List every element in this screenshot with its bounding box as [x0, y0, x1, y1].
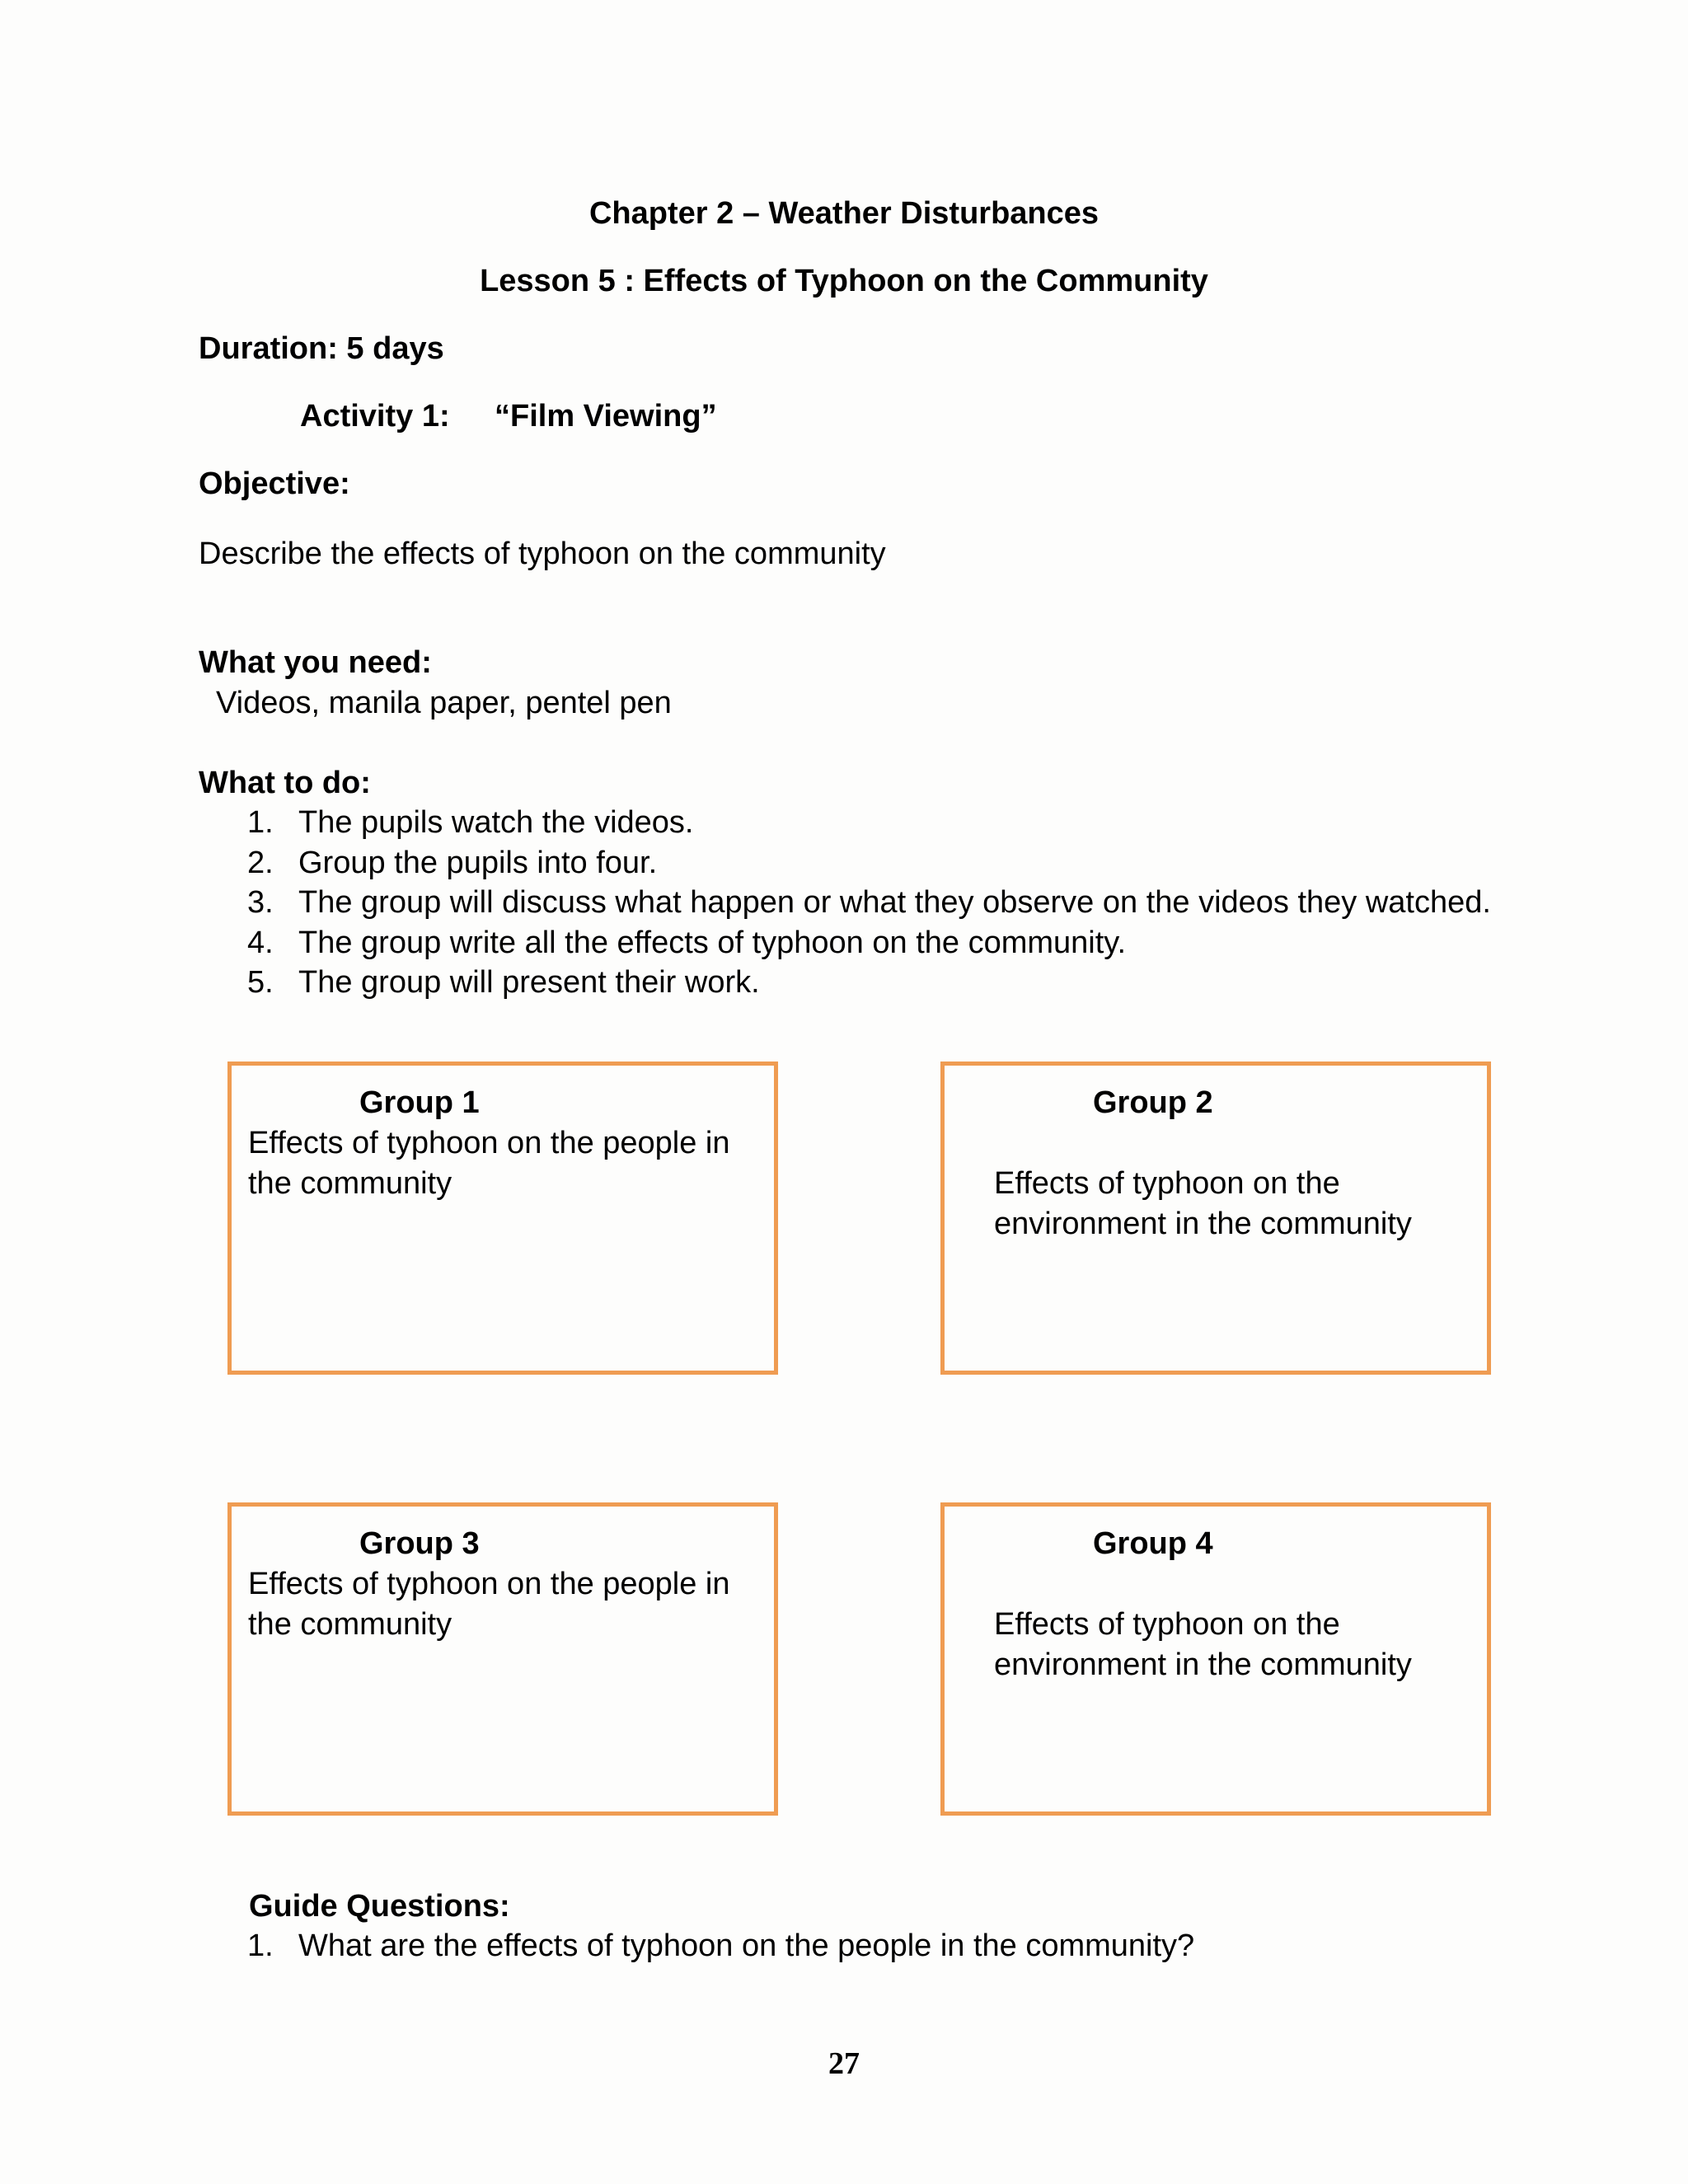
list-item-text: What are the effects of typhoon on the people in the community? — [298, 1929, 1195, 1963]
group-4-description: Effects of typhoon on the environment in the community — [994, 1607, 1412, 1682]
group-3-title: Group 3 — [359, 1526, 480, 1561]
group-1-description: Effects of typhoon on the people in the community — [248, 1126, 730, 1201]
list-item — [247, 883, 1491, 923]
group-4-box — [940, 1502, 1491, 1816]
list-item-number: 3. — [247, 885, 274, 920]
group-3-box — [227, 1502, 778, 1816]
group-4-title: Group 4 — [1093, 1526, 1213, 1561]
duration-label: Duration: 5 days — [199, 331, 444, 366]
list-item — [247, 843, 1491, 883]
guide-questions-heading: Guide Questions: — [249, 1889, 510, 1924]
list-item-number: 1. — [247, 1929, 274, 1963]
activity-label: Activity 1: — [300, 399, 450, 434]
group-2-description: Effects of typhoon on the environment in the community — [994, 1166, 1412, 1241]
list-item-text: The group will present their work. — [298, 965, 760, 1000]
list-item-number: 2. — [247, 845, 274, 880]
list-item-text: Group the pupils into four. — [298, 845, 658, 880]
group-1-box — [227, 1062, 778, 1375]
group-2-box — [940, 1062, 1491, 1375]
what-you-need-text: Videos, manila paper, pentel pen — [216, 686, 672, 720]
list-item-text: The group will discuss what happen or what they observe on the videos they watched. — [298, 885, 1491, 920]
list-item-number: 5. — [247, 965, 274, 1000]
list-item — [247, 1926, 1194, 1966]
objective-text: Describe the effects of typhoon on the community — [199, 537, 886, 571]
list-item-number: 4. — [247, 925, 274, 960]
what-to-do-heading: What to do: — [199, 766, 371, 800]
group-3-description: Effects of typhoon on the people in the community — [248, 1567, 730, 1642]
list-item-text: The pupils watch the videos. — [298, 805, 694, 840]
list-item — [247, 803, 1491, 843]
group-1-title: Group 1 — [359, 1085, 480, 1120]
list-item-text: The group write all the effects of typhoon on the community. — [298, 925, 1127, 960]
group-2-title: Group 2 — [1093, 1085, 1213, 1120]
activity-name: “Film Viewing” — [495, 399, 717, 434]
list-item — [247, 963, 1491, 1003]
page-number: 27 — [828, 2046, 860, 2081]
list-item-number: 1. — [247, 805, 274, 840]
objective-heading: Objective: — [199, 466, 350, 501]
list-item — [247, 923, 1491, 963]
chapter-title: Chapter 2 – Weather Disturbances — [588, 196, 1100, 231]
what-you-need-heading: What you need: — [199, 645, 432, 680]
lesson-title: Lesson 5 : Effects of Typhoon on the Community — [480, 264, 1208, 298]
steps-list — [247, 803, 1491, 1003]
guide-questions-list — [247, 1926, 1194, 1966]
